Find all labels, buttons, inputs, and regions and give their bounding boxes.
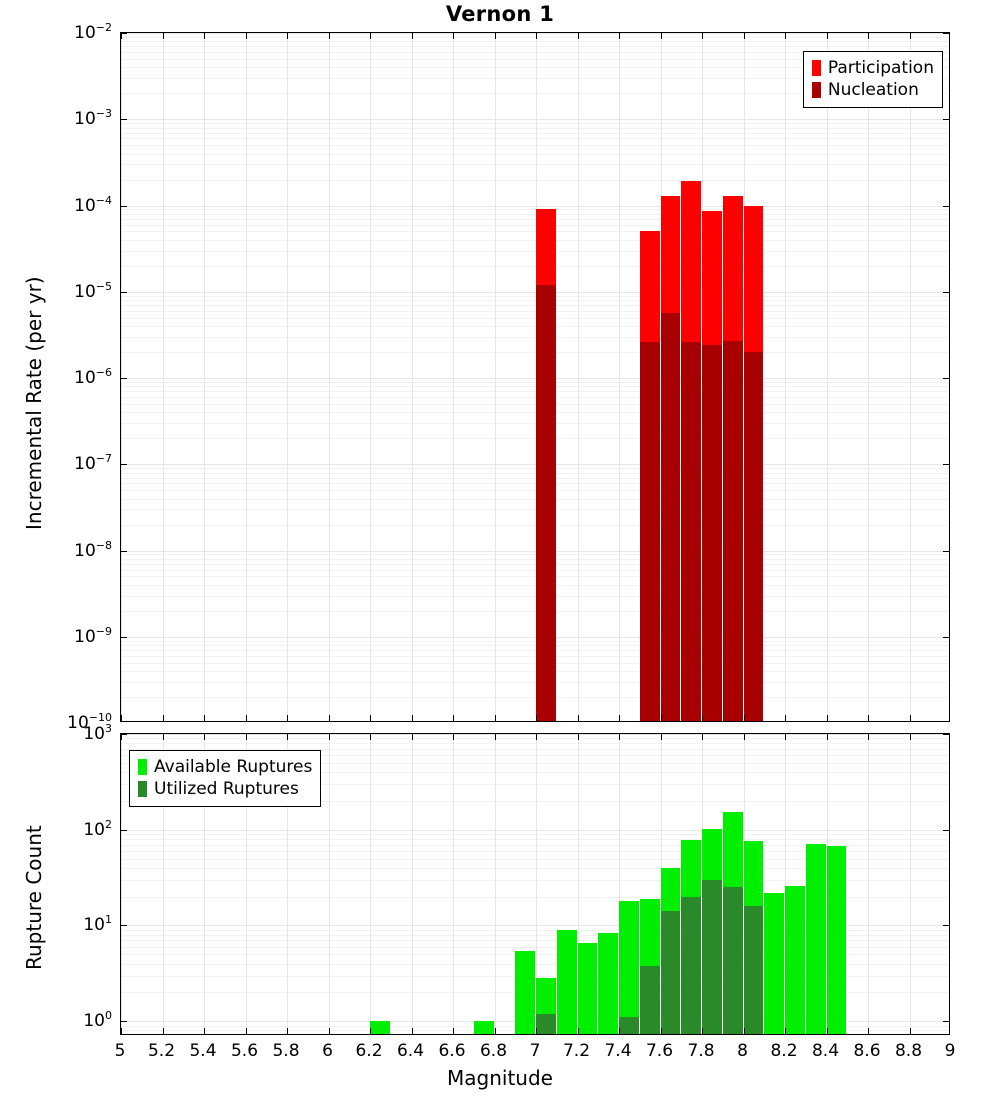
legend-entry	[812, 79, 934, 101]
x-tick	[121, 734, 122, 740]
legend-label: Nucleation	[827, 79, 919, 100]
x-tick	[163, 715, 164, 721]
y-axis-label-top: Incremental Rate (per yr)	[22, 276, 46, 530]
x-tick-label: 8.8	[894, 1041, 923, 1061]
x-tick	[163, 33, 164, 39]
x-tick	[910, 715, 911, 721]
gridline-vertical	[412, 734, 413, 1034]
gridline-vertical	[121, 734, 122, 1034]
bar-available-ruptures	[785, 886, 805, 1035]
bar-available-ruptures	[806, 844, 826, 1035]
y-tick	[943, 119, 949, 120]
x-tick	[578, 715, 579, 721]
x-tick-label: 6.2	[355, 1041, 383, 1061]
gridline-vertical	[329, 734, 330, 1034]
gridline-vertical	[495, 33, 496, 721]
y-tick	[121, 119, 127, 120]
x-tick	[370, 734, 371, 740]
x-tick-label: 5.8	[272, 1041, 300, 1061]
gridline-vertical	[910, 734, 911, 1034]
x-tick	[868, 1028, 869, 1034]
y-tick	[943, 637, 949, 638]
x-tick	[910, 1028, 911, 1034]
legend-label: Utilized Ruptures	[154, 778, 299, 799]
x-tick-label: 5	[114, 1041, 126, 1061]
x-tick	[744, 33, 745, 39]
x-tick-label: 8.6	[853, 1041, 881, 1061]
x-tick	[536, 33, 537, 39]
x-tick	[827, 734, 828, 740]
x-tick	[329, 33, 330, 39]
x-tick	[204, 734, 205, 740]
x-tick	[910, 734, 911, 740]
y-tick-label: $10^{-2}$	[74, 21, 112, 43]
x-tick	[827, 1028, 828, 1034]
gridline-vertical	[204, 33, 205, 721]
x-tick	[412, 715, 413, 721]
x-tick	[121, 715, 122, 721]
x-tick-label: 6.6	[438, 1041, 466, 1061]
y-tick-label: $10^{-8}$	[74, 538, 112, 561]
bar-available-ruptures	[619, 901, 639, 1035]
x-tick-label: 8	[737, 1041, 748, 1061]
legend-top	[803, 51, 943, 108]
x-tick-label: 9	[944, 1041, 956, 1061]
x-tick	[121, 1028, 122, 1034]
y-tick	[121, 464, 127, 465]
x-tick	[329, 734, 330, 740]
x-tick	[246, 33, 247, 39]
x-tick	[536, 734, 537, 740]
y-tick-label: $10^3$	[83, 722, 112, 744]
bar-nucleation	[640, 342, 660, 722]
x-tick	[744, 734, 745, 740]
x-axis-label: Magnitude	[447, 1066, 553, 1090]
x-tick	[287, 734, 288, 740]
y-tick	[121, 292, 127, 293]
x-tick	[370, 1028, 371, 1034]
gridline-vertical	[453, 33, 454, 721]
x-tick-label: 6.8	[479, 1041, 508, 1061]
x-tick	[163, 1028, 164, 1034]
gridline-vertical	[578, 33, 579, 721]
x-tick	[785, 33, 786, 39]
x-tick	[785, 734, 786, 740]
y-tick-label: $10^2$	[83, 817, 112, 840]
x-tick-label: 6	[322, 1041, 333, 1061]
gridline-vertical	[329, 33, 330, 721]
bar-available-ruptures	[764, 893, 784, 1035]
bar-available-ruptures	[370, 1021, 390, 1035]
bar-nucleation	[723, 341, 743, 722]
gridline-vertical	[246, 33, 247, 721]
x-tick	[412, 1028, 413, 1034]
x-tick	[163, 734, 164, 740]
y-axis-label-bottom: Rupture Count	[22, 825, 46, 970]
bar-utilized-ruptures	[640, 966, 660, 1035]
x-tick-label: 8.2	[770, 1041, 798, 1061]
plot-area-top	[121, 33, 949, 721]
x-tick	[785, 1028, 786, 1034]
x-tick	[453, 715, 454, 721]
x-tick	[495, 734, 496, 740]
x-tick	[619, 1028, 620, 1034]
x-tick	[370, 33, 371, 39]
x-tick	[453, 33, 454, 39]
x-tick-label: 7	[529, 1041, 541, 1061]
x-tick	[370, 715, 371, 721]
y-tick	[943, 378, 949, 379]
legend-entry	[138, 778, 312, 800]
x-tick	[536, 715, 537, 721]
y-tick-label: $10^{-4}$	[74, 193, 112, 216]
y-tick	[943, 551, 949, 552]
bar-nucleation	[702, 345, 722, 722]
y-tick	[943, 206, 949, 207]
x-tick	[412, 33, 413, 39]
bar-nucleation	[661, 313, 681, 722]
gridline-vertical	[827, 33, 828, 721]
y-tick	[943, 1021, 949, 1022]
x-tick-label: 6.4	[396, 1041, 425, 1061]
x-tick	[661, 33, 662, 39]
x-tick	[495, 33, 496, 39]
legend-swatch-icon	[138, 781, 147, 797]
gridline-vertical	[868, 33, 869, 721]
x-tick	[329, 715, 330, 721]
bar-available-ruptures	[474, 1021, 494, 1035]
legend-swatch-icon	[812, 60, 821, 76]
y-tick	[121, 637, 127, 638]
y-tick	[121, 1021, 127, 1022]
legend-swatch-icon	[138, 759, 147, 775]
legend-swatch-icon	[812, 82, 821, 98]
bar-utilized-ruptures	[619, 1017, 639, 1035]
x-tick	[868, 715, 869, 721]
gridline-vertical	[453, 734, 454, 1034]
y-tick	[121, 925, 127, 926]
x-tick	[619, 715, 620, 721]
x-tick-label: 8.4	[811, 1041, 840, 1061]
x-tick	[536, 1028, 537, 1034]
x-tick	[246, 734, 247, 740]
x-tick	[744, 715, 745, 721]
bar-utilized-ruptures	[723, 887, 743, 1035]
x-tick	[619, 33, 620, 39]
page-title: Vernon 1	[445, 2, 555, 26]
gridline-vertical	[868, 734, 869, 1034]
gridline-vertical	[370, 734, 371, 1034]
y-tick-label: $10^{-10}$	[67, 711, 112, 733]
x-tick-label: 7.6	[645, 1041, 674, 1061]
x-tick	[702, 33, 703, 39]
x-tick	[287, 1028, 288, 1034]
gridline-vertical	[163, 33, 164, 721]
x-tick	[329, 1028, 330, 1034]
gridline-vertical	[287, 33, 288, 721]
bar-available-ruptures	[827, 846, 847, 1035]
x-tick	[661, 734, 662, 740]
x-tick	[868, 734, 869, 740]
x-tick	[287, 715, 288, 721]
y-tick-label: $10^{-3}$	[74, 107, 112, 130]
gridline-vertical	[785, 33, 786, 721]
legend-entry	[812, 57, 934, 79]
bar-nucleation	[744, 352, 764, 722]
x-tick	[619, 734, 620, 740]
y-tick	[943, 464, 949, 465]
x-tick	[578, 1028, 579, 1034]
legend-label: Available Ruptures	[154, 756, 313, 777]
x-tick-label: 7.8	[687, 1041, 715, 1061]
x-tick	[204, 33, 205, 39]
legend-entry	[138, 756, 312, 778]
bar-nucleation	[536, 285, 556, 722]
x-tick	[204, 715, 205, 721]
gridline-vertical	[495, 734, 496, 1034]
gridline-vertical	[910, 33, 911, 721]
x-tick-label: 5.6	[230, 1041, 259, 1061]
x-tick	[744, 1028, 745, 1034]
x-tick	[121, 33, 122, 39]
x-tick-label: 7.4	[604, 1041, 632, 1061]
bar-utilized-ruptures	[536, 1014, 556, 1035]
y-tick	[121, 378, 127, 379]
x-tick	[578, 33, 579, 39]
bar-utilized-ruptures	[702, 880, 722, 1035]
y-tick-label: $10^{-6}$	[74, 366, 112, 388]
x-tick-label: 5.2	[147, 1041, 176, 1061]
x-tick	[661, 1028, 662, 1034]
y-tick	[943, 292, 949, 293]
gridline-vertical	[370, 33, 371, 721]
x-tick	[495, 715, 496, 721]
bar-utilized-ruptures	[661, 911, 681, 1035]
legend-bottom	[129, 750, 321, 807]
x-tick	[827, 715, 828, 721]
x-tick	[412, 734, 413, 740]
x-tick	[702, 734, 703, 740]
y-tick-label: $10^1$	[83, 913, 112, 936]
bar-nucleation	[681, 342, 701, 722]
x-tick	[578, 734, 579, 740]
y-tick	[943, 33, 949, 34]
y-tick-label: $10^{-9}$	[74, 624, 112, 647]
y-tick-label: $10^{-7}$	[74, 452, 112, 475]
x-tick	[661, 715, 662, 721]
x-tick	[453, 734, 454, 740]
x-tick	[785, 715, 786, 721]
bar-available-ruptures	[557, 930, 577, 1035]
bar-available-ruptures	[598, 933, 618, 1035]
y-tick-label: $10^0$	[83, 1009, 112, 1031]
x-tick	[702, 715, 703, 721]
incremental-rate-plot	[120, 32, 950, 722]
legend-label: Participation	[827, 57, 934, 78]
gridline-vertical	[412, 33, 413, 721]
x-tick	[453, 1028, 454, 1034]
x-tick-label: 5.4	[189, 1041, 217, 1061]
y-tick	[943, 734, 949, 735]
x-tick-label: 7.2	[562, 1041, 591, 1061]
bar-utilized-ruptures	[681, 897, 701, 1035]
bar-available-ruptures	[515, 951, 535, 1035]
gridline-vertical	[121, 33, 122, 721]
y-tick	[121, 206, 127, 207]
gridline-vertical	[619, 33, 620, 721]
bar-utilized-ruptures	[744, 906, 764, 1035]
x-tick	[868, 33, 869, 39]
x-tick	[246, 1028, 247, 1034]
x-tick	[827, 33, 828, 39]
x-tick	[287, 33, 288, 39]
x-tick	[204, 1028, 205, 1034]
x-tick	[910, 33, 911, 39]
y-tick	[943, 925, 949, 926]
y-tick	[943, 830, 949, 831]
y-tick	[121, 551, 127, 552]
bar-available-ruptures	[578, 943, 598, 1035]
x-tick	[246, 715, 247, 721]
x-tick	[495, 1028, 496, 1034]
y-tick-label: $10^{-5}$	[74, 279, 112, 302]
rupture-count-plot	[120, 733, 950, 1035]
y-tick	[121, 830, 127, 831]
x-tick	[702, 1028, 703, 1034]
